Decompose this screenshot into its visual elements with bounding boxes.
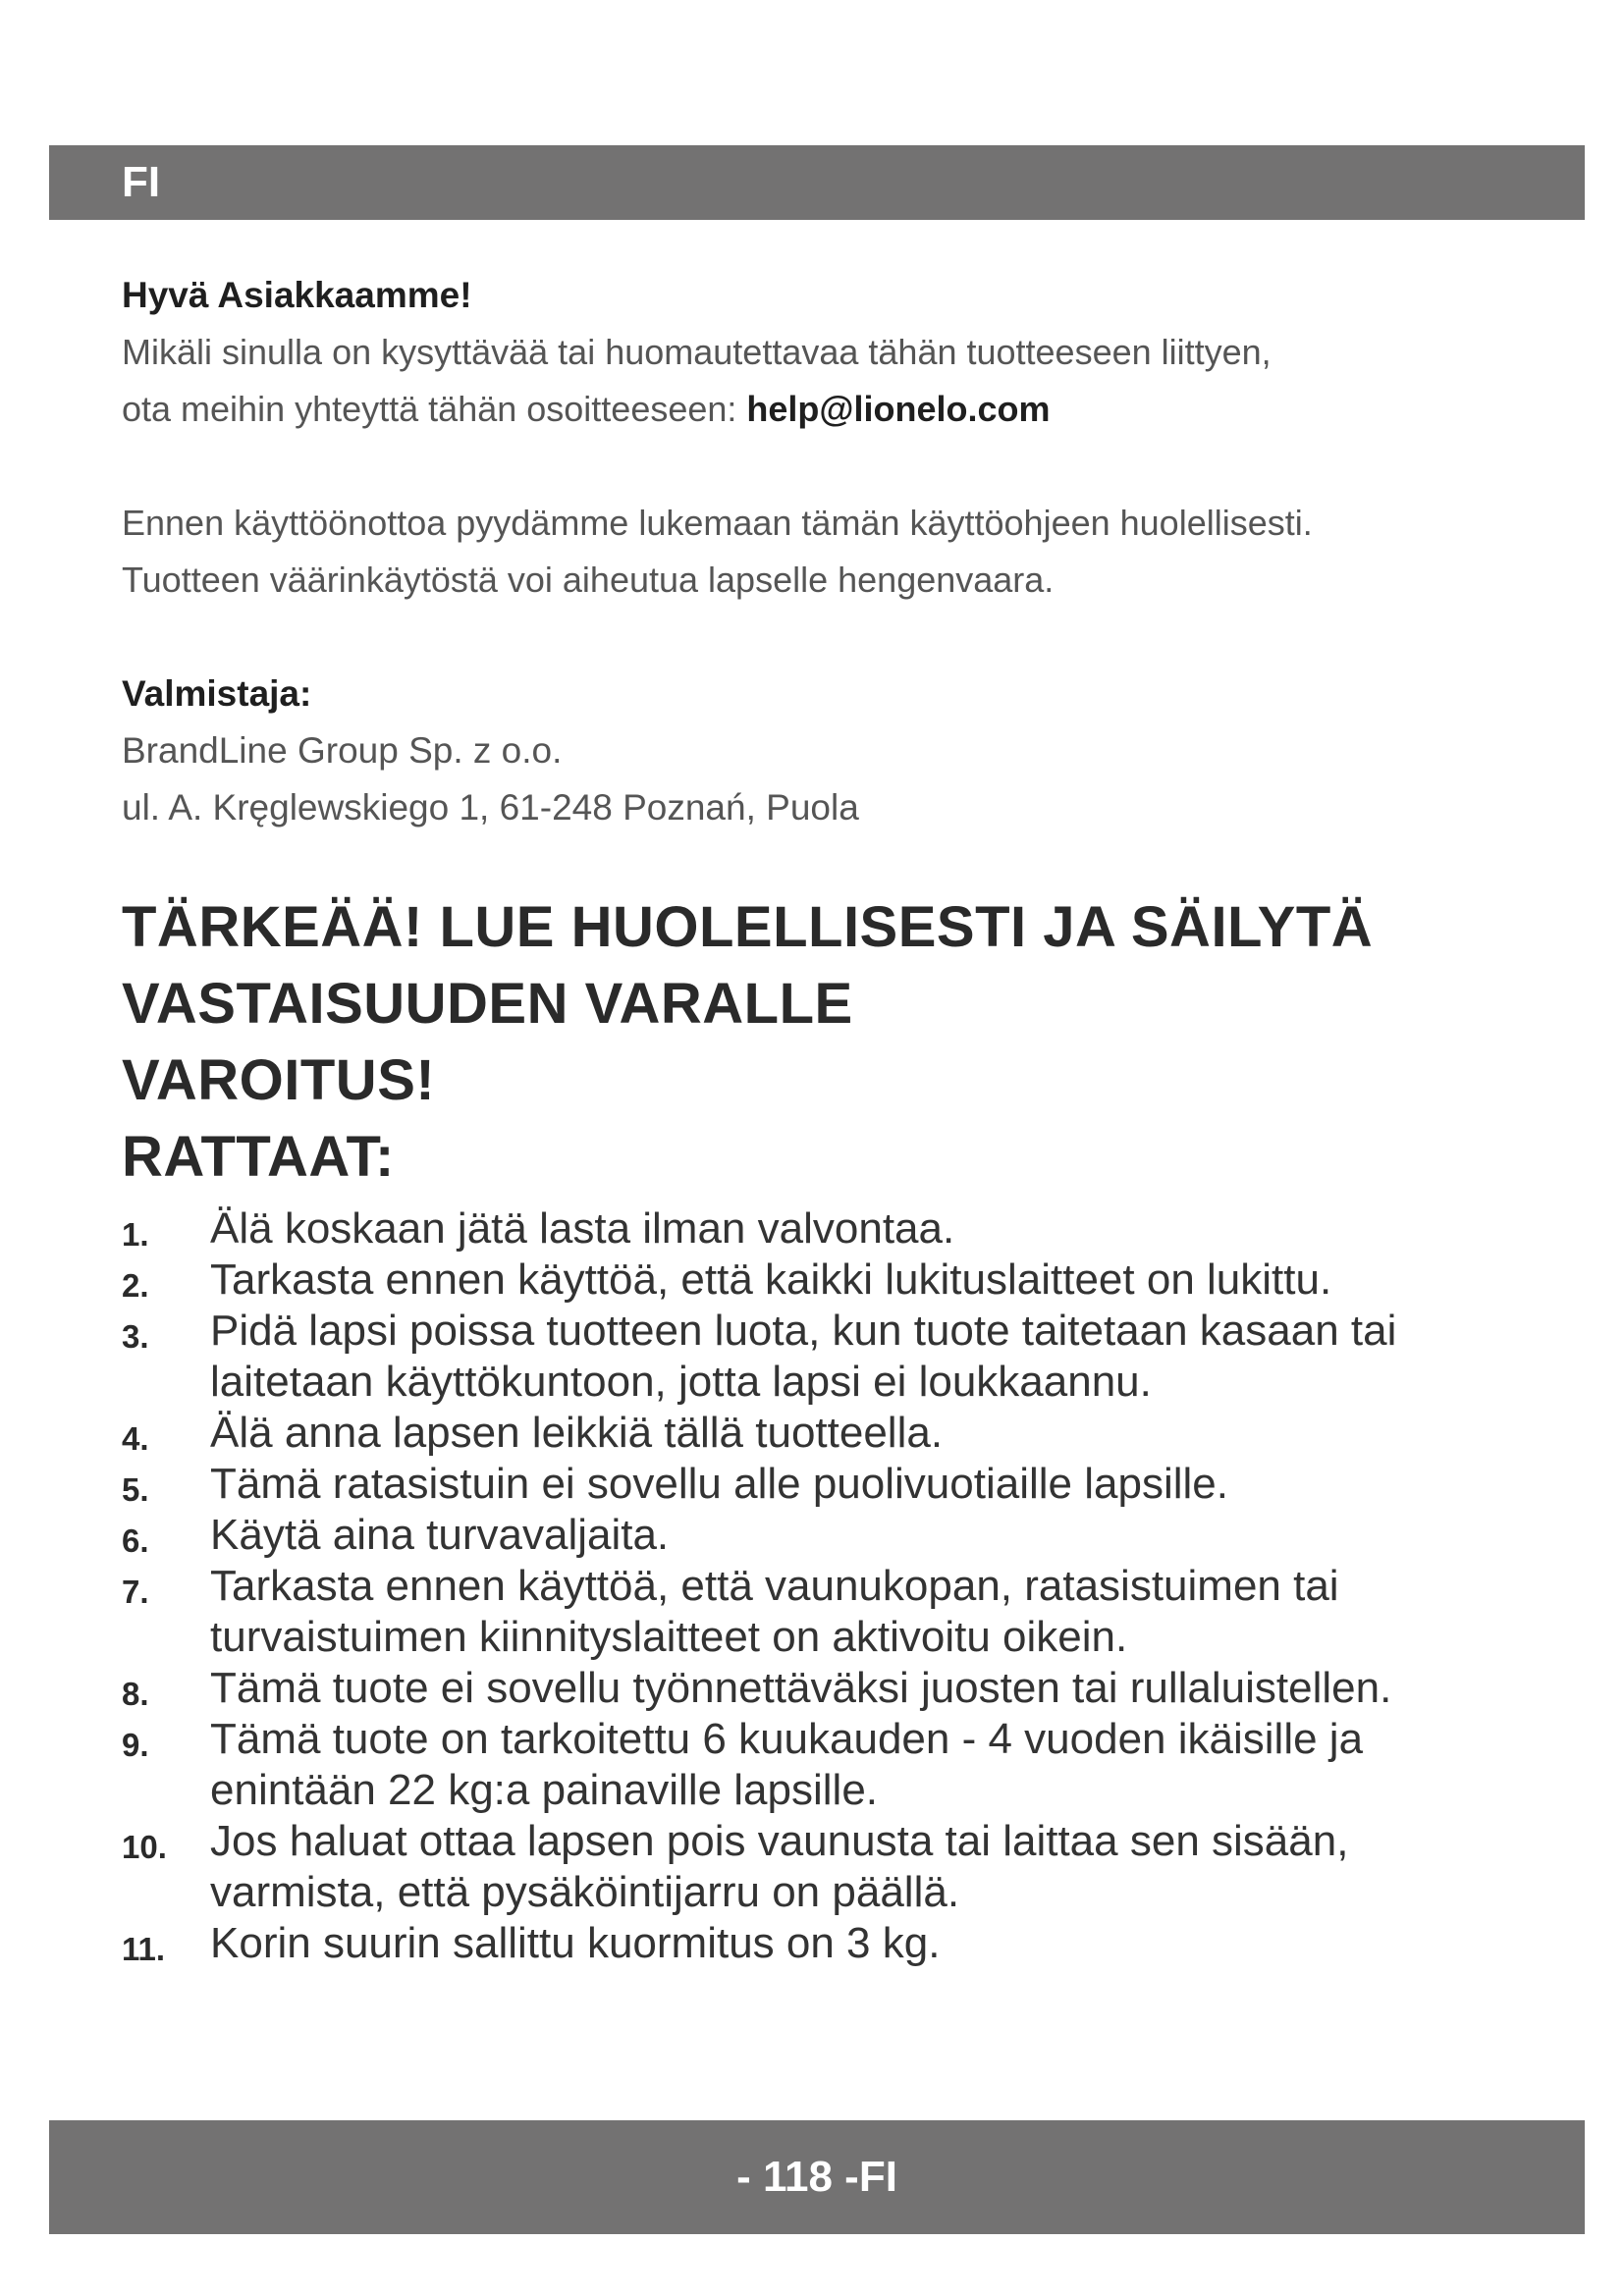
rule-text: Tarkasta ennen käyttöä, että vaunukopan, ratasistuimen tai turvaistuimen kiinnityslaitteet on aktivoitu oikein. <box>210 1562 1339 1661</box>
rule-text: Korin suurin sallittu kuormitus on 3 kg. <box>210 1919 941 1967</box>
warning-title-line-1: TÄRKEÄÄ! LUE HUOLELLISESTI JA SÄILYTÄ <box>122 895 1374 959</box>
list-item <box>122 1510 1496 1561</box>
rule-number: 1. <box>122 1216 149 1253</box>
rule-text: Älä koskaan jätä lasta ilman valvontaa. <box>210 1204 955 1253</box>
intro-line-2 <box>122 381 1496 438</box>
manufacturer-section <box>122 666 1496 836</box>
intro-heading: Hyvä Asiakkaamme! <box>122 275 472 315</box>
list-item <box>122 1306 1496 1408</box>
rule-text: Älä anna lapsen leikkiä tällä tuotteella. <box>210 1409 944 1457</box>
list-item <box>122 1255 1496 1306</box>
intro-line-2-prefix: ota meihin yhteyttä tähän osoitteeseen: <box>122 389 747 429</box>
notice-line-2: Tuotteen väärinkäytöstä voi aiheutua lapselle hengenvaara. <box>122 560 1055 600</box>
list-item <box>122 1203 1496 1255</box>
rule-text: Käytä aina turvavaljaita. <box>210 1511 670 1559</box>
rule-number: 9. <box>122 1727 149 1763</box>
manufacturer-heading: Valmistaja: <box>122 673 312 714</box>
intro-line-1: Mikäli sinulla on kysyttävää tai huomautettavaa tähän tuotteeseen liittyen, <box>122 332 1272 372</box>
rule-number: 11. <box>122 1931 166 1967</box>
rule-number: 6. <box>122 1522 149 1559</box>
manufacturer-address: ul. A. Kręglewskiego 1, 61-248 Poznań, Puola <box>122 787 859 828</box>
rule-number: 7. <box>122 1574 149 1610</box>
rule-number: 4. <box>122 1420 149 1457</box>
warning-title-line-3: VAROITUS! <box>122 1048 436 1112</box>
rule-text: Tämä ratasistuin ei sovellu alle puolivuotiaille lapsille. <box>210 1460 1228 1508</box>
rule-number: 3. <box>122 1318 149 1355</box>
rule-text: Tämä tuote ei sovellu työnnettäväksi juosten tai rullaluistellen. <box>210 1664 1392 1712</box>
rule-text: Tämä tuote on tarkoitettu 6 kuukauden - 4 vuoden ikäisille ja enintään 22 kg:a painaville lapsille. <box>210 1715 1364 1814</box>
list-item <box>122 1663 1496 1714</box>
page-number: - 118 -FI <box>736 2153 897 2201</box>
rule-number: 5. <box>122 1471 149 1508</box>
usage-notice <box>122 495 1496 609</box>
support-email[interactable]: help@lionelo.com <box>746 389 1051 429</box>
rule-text: Jos haluat ottaa lapsen pois vaunusta tai laittaa sen sisään, varmista, että pysäköintijarru on päällä. <box>210 1817 1349 1916</box>
manufacturer-name: BrandLine Group Sp. z o.o. <box>122 730 563 771</box>
safety-rules-list <box>122 1203 1496 1969</box>
rule-text: Pidä lapsi poissa tuotteen luota, kun tuote taitetaan kasaan tai laitetaan käyttökuntoon, jotta lapsi ei loukkaannu. <box>210 1307 1397 1406</box>
rule-text: Tarkasta ennen käyttöä, että kaikki lukituslaitteet on lukittu. <box>210 1255 1332 1304</box>
header-bar <box>49 145 1585 220</box>
rule-number: 2. <box>122 1267 149 1304</box>
notice-line-1: Ennen käyttöönottoa pyydämme lukemaan tämän käyttöohjeen huolellisesti. <box>122 503 1313 543</box>
list-item <box>122 1459 1496 1510</box>
warning-title-line-2: VASTAISUUDEN VARALLE <box>122 972 853 1036</box>
language-code: FI <box>122 158 161 206</box>
footer-bar <box>49 2120 1585 2234</box>
rule-number: 8. <box>122 1676 149 1712</box>
list-item <box>122 1714 1496 1816</box>
warning-heading-block <box>122 889 1516 1196</box>
list-item <box>122 1561 1496 1663</box>
list-item <box>122 1918 1496 1969</box>
intro-section <box>122 267 1496 836</box>
warning-title-line-4: RATTAAT: <box>122 1125 395 1189</box>
list-item <box>122 1816 1496 1918</box>
list-item <box>122 1408 1496 1459</box>
rule-number: 10. <box>122 1829 167 1865</box>
